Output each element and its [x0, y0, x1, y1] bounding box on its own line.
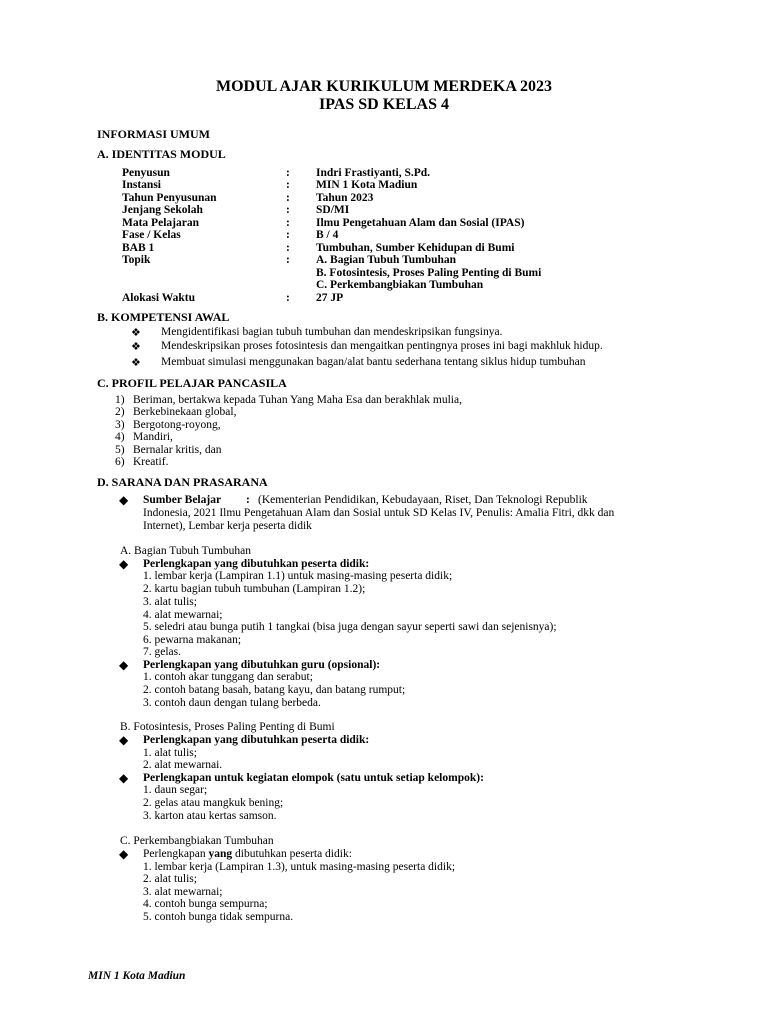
equipment-item: 5. seledri atau bunga putih 1 tangkai (bisa juga dengan sayur seperti sawi dan sejenisnya);: [143, 621, 557, 633]
equipment-group-title: Perlengkapan yang dibutuhkan peserta didik:: [143, 558, 370, 570]
identity-label: Topik: [122, 254, 151, 266]
bullet-icon: ❖: [131, 357, 141, 369]
equipment-item: 2. kartu bagian tubuh tumbuhan (Lampiran 1.2);: [143, 583, 366, 595]
list-number: 2): [115, 406, 125, 418]
list-number: 1): [115, 394, 125, 406]
equipment-item: 3. contoh daun dengan tulang berbeda.: [143, 697, 321, 709]
identity-label: Alokasi Waktu: [122, 292, 195, 304]
info-heading: INFORMASI UMUM: [97, 127, 210, 141]
subtopic-a-title: A. Bagian Tubuh Tumbuhan: [120, 545, 252, 557]
profile-item: Kreatif.: [133, 456, 169, 468]
equipment-item: 3. alat tulis;: [143, 596, 197, 608]
equipment-item: 6. pewarna makanan;: [143, 634, 242, 646]
profile-item: Bernalar kritis, dan: [133, 444, 222, 456]
equipment-item: 5. contoh bunga tidak sempurna.: [143, 911, 294, 923]
identity-value: B. Fotosintesis, Proses Paling Penting di Bumi: [316, 267, 542, 279]
identity-label: Mata Pelajaran: [122, 217, 199, 229]
identity-value: MIN 1 Kota Madiun: [316, 179, 418, 191]
competency-item: Mengidentifikasi bagian tubuh tumbuhan dan mendeskripsikan fungsinya.: [161, 326, 503, 338]
sumber-text: Indonesia, 2021 Ilmu Pengetahuan Alam dan Sosial untuk SD Kelas IV, Penulis: Amalia Fitri, dkk dan: [143, 507, 615, 519]
sumber-label: Sumber Belajar: [143, 494, 222, 506]
list-number: 5): [115, 444, 125, 456]
section-b-heading: B. KOMPETENSI AWAL: [97, 310, 230, 324]
list-number: 4): [115, 431, 125, 443]
identity-colon: :: [286, 254, 290, 266]
identity-label: Tahun Penyusunan: [122, 192, 217, 204]
equipment-group-title-bold: yang: [208, 848, 233, 860]
identity-value: C. Perkembangbiakan Tumbuhan: [316, 279, 484, 291]
equipment-group-title-post: dibutuhkan peserta didik:: [232, 848, 352, 860]
identity-value: B / 4: [316, 229, 339, 241]
identity-label: Penyusun: [122, 167, 170, 179]
identity-value: Tumbuhan, Sumber Kehidupan di Bumi: [316, 242, 515, 254]
identity-colon: :: [286, 192, 290, 204]
profile-item: Beriman, bertakwa kepada Tuhan Yang Maha Esa dan berakhlak mulia,: [133, 394, 462, 406]
equipment-item: 3. alat mewarnai;: [143, 886, 223, 898]
identity-colon: :: [286, 179, 290, 191]
equipment-group-title: Perlengkapan yang dibutuhkan peserta didik:: [143, 734, 370, 746]
identity-value: Tahun 2023: [316, 192, 374, 204]
identity-value: A. Bagian Tubuh Tumbuhan: [316, 254, 457, 266]
identity-label: Instansi: [122, 179, 161, 191]
identity-value: SD/MI: [316, 204, 350, 216]
subtopic-c-title: C. Perkembangbiakan Tumbuhan: [120, 835, 274, 847]
document-title: MODUL AJAR KURIKULUM MERDEKA 2023: [215, 78, 552, 95]
equipment-item: 3. karton atau kertas samson.: [143, 810, 277, 822]
identity-colon: :: [286, 167, 290, 179]
list-number: 6): [115, 456, 125, 468]
sumber-colon: :: [246, 494, 250, 506]
equipment-item: 2. alat mewarnai.: [143, 759, 223, 771]
equipment-group-title: [143, 848, 352, 860]
list-number: 3): [115, 419, 125, 431]
bullet-icon: ❖: [131, 327, 141, 339]
diamond-bullet-icon: ◆: [119, 557, 129, 571]
document-subtitle: IPAS SD KELAS 4: [319, 96, 449, 113]
equipment-item: 4. contoh bunga sempurna;: [143, 898, 268, 910]
page-footer: MIN 1 Kota Madiun: [88, 970, 186, 982]
profile-item: Bergotong-royong,: [133, 419, 221, 431]
sumber-text: (Kementerian Pendidikan, Kebudayaan, Riset, Dan Teknologi Republik: [258, 494, 588, 506]
equipment-item: 4. alat mewarnai;: [143, 609, 223, 621]
identity-value: 27 JP: [316, 292, 344, 304]
equipment-item: 2. gelas atau mangkuk bening;: [143, 797, 284, 809]
diamond-bullet-icon: ◆: [119, 733, 129, 747]
identity-colon: :: [286, 242, 290, 254]
identity-colon: :: [286, 204, 290, 216]
equipment-group-title-pre: Perlengkapan: [143, 848, 209, 860]
identity-value: Indri Frastiyanti, S.Pd.: [316, 167, 431, 179]
profile-item: Mandiri,: [133, 431, 173, 443]
bullet-icon: ❖: [131, 341, 141, 353]
identity-colon: :: [286, 217, 290, 229]
equipment-item: 1. lembar kerja (Lampiran 1.3), untuk masing-masing peserta didik;: [143, 861, 456, 873]
diamond-bullet-icon: ◆: [119, 771, 129, 785]
equipment-item: 2. contoh batang basah, batang kayu, dan batang rumput;: [143, 684, 406, 696]
identity-value: Ilmu Pengetahuan Alam dan Sosial (IPAS): [316, 217, 525, 229]
sumber-text: Internet), Lembar kerja peserta didik: [143, 520, 312, 532]
identity-colon: :: [286, 292, 290, 304]
profile-item: Berkebinekaan global,: [133, 406, 237, 418]
identity-colon: :: [286, 229, 290, 241]
section-c-heading: C. PROFIL PELAJAR PANCASILA: [97, 376, 287, 390]
equipment-item: 1. contoh akar tunggang dan serabut;: [143, 671, 313, 683]
subtopic-b-title: B. Fotosintesis, Proses Paling Penting di Bumi: [120, 721, 335, 733]
equipment-group-title: Perlengkapan untuk kegiatan elompok (satu untuk setiap kelompok):: [143, 772, 484, 784]
competency-item: Membuat simulasi menggunakan bagan/alat bantu sederhana tentang siklus hidup tumbuhan: [161, 356, 586, 368]
equipment-item: 1. daun segar;: [143, 784, 208, 796]
section-a-heading: A. IDENTITAS MODUL: [97, 147, 226, 161]
equipment-item: 2. alat tulis;: [143, 873, 197, 885]
identity-label: BAB 1: [122, 242, 155, 254]
equipment-item: 1. alat tulis;: [143, 747, 197, 759]
diamond-bullet-icon: ◆: [119, 847, 129, 861]
competency-item: Mendeskripsikan proses fotosintesis dan mengaitkan pentingnya proses ini bagi makhluk hidup.: [161, 340, 603, 352]
equipment-group-title: Perlengkapan yang dibutuhkan guru (opsional):: [143, 659, 381, 671]
identity-label: Jenjang Sekolah: [122, 204, 203, 216]
identity-label: Fase / Kelas: [122, 229, 181, 241]
diamond-bullet-icon: ◆: [119, 658, 129, 672]
equipment-item: 1. lembar kerja (Lampiran 1.1) untuk masing-masing peserta didik;: [143, 570, 453, 582]
equipment-item: 7. gelas.: [143, 646, 182, 658]
diamond-bullet-icon: ◆: [119, 493, 129, 507]
section-d-heading: D. SARANA DAN PRASARANA: [97, 475, 268, 489]
